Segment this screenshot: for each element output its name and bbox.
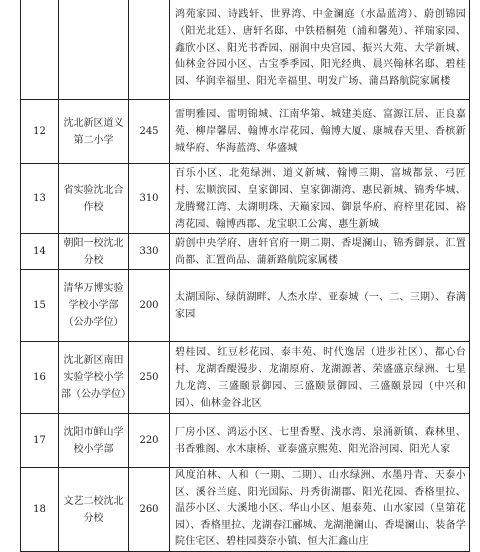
catchment-areas: 雷明雅园、雷明锦城、江南华第、城建美庭、富源江居、正良嘉苑、柳岸馨居、翰博水岸花园、翰博大厦、康城春天里、香槟新城华府、华海蓝湾、华盛城 [170, 100, 470, 164]
enrollment-count: 245 [129, 100, 170, 164]
enrollment-count: 330 [129, 234, 170, 270]
school-name: 清华万博实验学校小学部（公办学位） [59, 270, 129, 342]
table-row [21, 234, 470, 270]
enrollment-count: 200 [129, 270, 170, 342]
school-name [59, 0, 129, 100]
row-number: 14 [21, 234, 59, 270]
row-number: 13 [21, 164, 59, 234]
table-row [21, 164, 470, 234]
catchment-areas: 百乐小区、北苑绿洲、道义新城、翰博三期、富城都景、弓匠村、宏顺滨园、皇家御园、皇家御湖湾、惠民新城、锦秀华城、龙腾鹭江湾、太湖明珠、天巅家园、御景华府、府梓里花园、裕湾花园、翰博西郡、龙宝职工公寓、惠生新城 [170, 164, 470, 234]
row-number: 18 [21, 468, 59, 552]
enrollment-count [129, 0, 170, 100]
catchment-areas: 厂房小区、鸿运小区、七里香墅、浅水湾、泉涌新镇、森林里、书香雅阁、水木康桥、亚泰盛京熙苑、阳光浴河园、阳光人家 [170, 414, 470, 468]
enrollment-count: 250 [129, 342, 170, 414]
enrollment-count: 260 [129, 468, 170, 552]
school-name: 文艺二校沈北分校 [59, 468, 129, 552]
catchment-areas: 碧桂园、红豆杉花园、泰丰苑、时代逸居（进步社区）、都心台村、龙湖香醍漫步、龙湖原府、龙湖源著、荣盛盛京绿洲、七星九龙湾、三盛颐景御园、三盛颐景御园、三盛颐景园（中兴和园）、仙林金谷北区 [170, 342, 470, 414]
catchment-areas: 太湖国际、绿荫湖畔、人杰水岸、亚泰城（一、二、三期）、春满家园 [170, 270, 470, 342]
row-number: 17 [21, 414, 59, 468]
table-row [21, 100, 470, 164]
row-number: 12 [21, 100, 59, 164]
table-row [21, 414, 470, 468]
school-name: 朝阳一校沈北分校 [59, 234, 129, 270]
table-row [21, 270, 470, 342]
table-row [21, 468, 470, 552]
school-allocation-table [20, 0, 470, 552]
table-row [21, 342, 470, 414]
table-row [21, 0, 470, 100]
school-name: 沈阳市鲜山学校小学部 [59, 414, 129, 468]
enrollment-count: 310 [129, 164, 170, 234]
enrollment-count: 220 [129, 414, 170, 468]
school-name: 沈北新区道义第二小学 [59, 100, 129, 164]
school-name: 省实验沈北合作校 [59, 164, 129, 234]
catchment-areas: 鸿苑家园、诗践轩、世界湾、中金澜庭（水晶蓝湾）、蔚创锦园（阳光北廷）、唐轩名邸、中铁梧桐苑（浦和馨苑）、祥瑞家园、鑫欣小区、阳光书香园、丽润中央宫园、振兴大苑、大学新城、仙林金谷园小区、古宝季季园、阳光经典、晨兴翰林名邸、碧桂园、华润幸福里、阳光幸福里、明发广场、蒲昌路航院家属楼 [170, 0, 470, 100]
catchment-areas: 风度泊林、人和（一期、二期）、山水绿洲、水墨丹青、天泰小区、溪谷兰庭、阳光国际、丹秀街湖郡、阳光花园、香格里拉、温莎小区、大溪地小区、华山小区、旭泰苑、山水家园（皇第花园）、香格里拉、龙湖春江郦城、龙湖滟澜山、香堤澜山、装备学院住宅区、碧桂园葵奈小镇、恒大汇鑫山庄 [170, 468, 470, 552]
row-number: 15 [21, 270, 59, 342]
row-number: 16 [21, 342, 59, 414]
catchment-areas: 蔚创中央学府、唐轩官府一期二期、香堤澜山、锦秀御景、汇置尚都、汇置尚品、蒲新路航院家属楼 [170, 234, 470, 270]
row-number [21, 0, 59, 100]
school-name: 沈北新区南田实验学校小学部（公办学位） [59, 342, 129, 414]
